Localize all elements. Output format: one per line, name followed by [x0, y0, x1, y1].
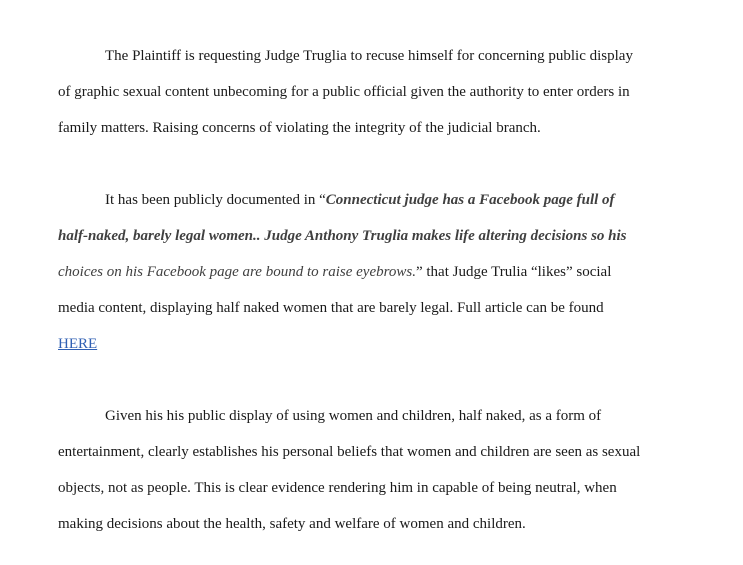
paragraph-public-documentation: [58, 182, 678, 362]
paragraph-line: [58, 182, 678, 218]
paragraph-line: Given his his public display of using women and children, half naked, as a form of: [105, 408, 602, 424]
article-link[interactable]: HERE: [58, 336, 98, 352]
paragraph-recusal-request: [58, 38, 678, 146]
paragraph-spacer: [58, 146, 678, 182]
paragraph-line: making decisions about the health, safety and welfare of women and children.: [58, 516, 526, 532]
article-title-quote: half-naked, barely legal women.. Judge Anthony Truglia makes life altering decisions so his: [58, 228, 627, 244]
paragraph-spacer: [58, 362, 678, 398]
article-title-quote: choices on his Facebook page are bound to raise eyebrows.: [58, 264, 416, 280]
paragraph-line: The Plaintiff is requesting Judge Truglia to recuse himself for concerning public display: [105, 48, 633, 64]
paragraph-line: media content, displaying half naked women that are barely legal. Full article can be found: [58, 300, 604, 316]
paragraph-conclusion: [58, 398, 678, 542]
paragraph-line: family matters. Raising concerns of violating the integrity of the judicial branch.: [58, 120, 541, 136]
paragraph-line: entertainment, clearly establishes his personal beliefs that women and children are seen as sexual: [58, 444, 641, 460]
paragraph-line: objects, not as people. This is clear evidence rendering him in capable of being neutral, when: [58, 480, 617, 496]
paragraph-line: [58, 254, 678, 290]
paragraph-line: of graphic sexual content unbecoming for a public official given the authority to enter orders in: [58, 84, 630, 100]
paragraph-text: ” that Judge Trulia “likes” social: [415, 264, 612, 280]
paragraph-text: It has been publicly documented in “: [105, 192, 326, 208]
document-page: [58, 38, 678, 542]
paragraph-line: [58, 326, 678, 362]
article-title-quote: Connecticut judge has a Facebook page full of: [325, 192, 615, 208]
